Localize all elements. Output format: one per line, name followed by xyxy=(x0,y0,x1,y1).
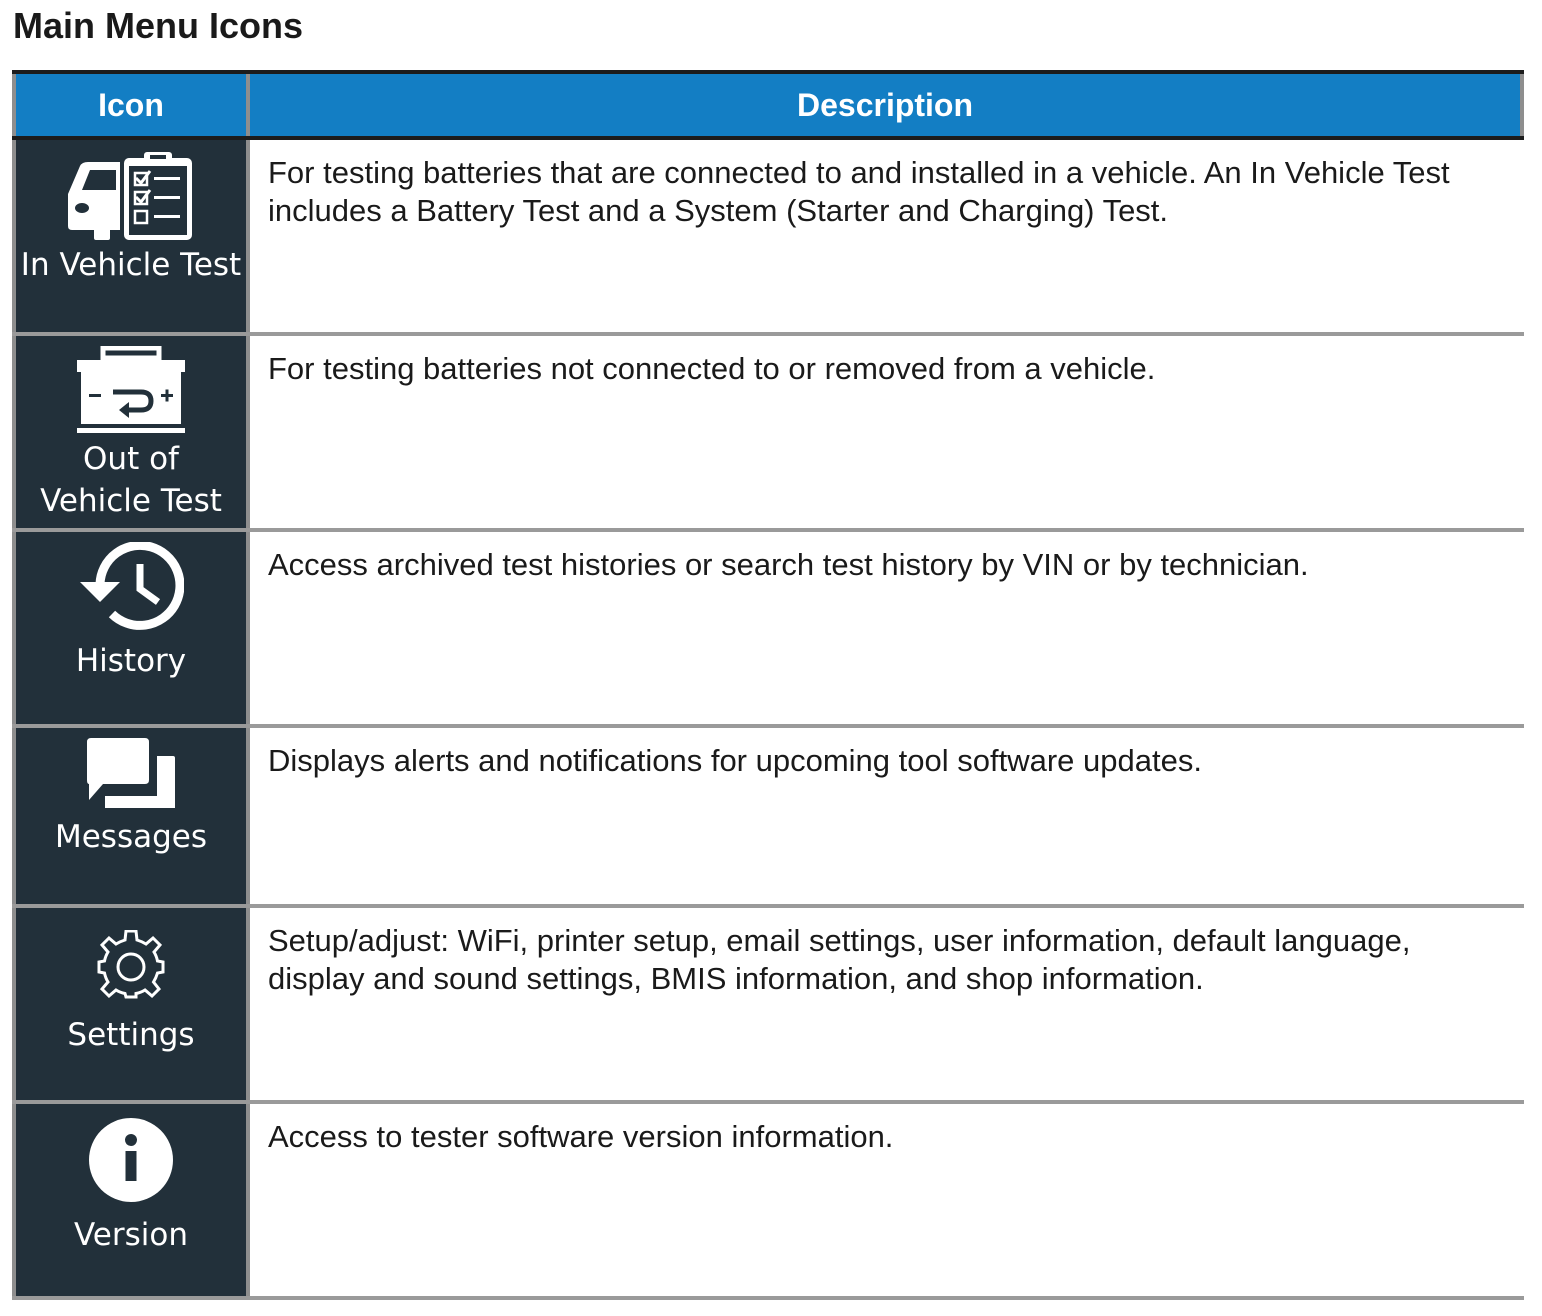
description-cell xyxy=(250,532,1524,724)
battery-icon xyxy=(73,346,189,436)
table-row xyxy=(12,1104,1524,1300)
icon-label: Messages xyxy=(54,819,208,855)
table-row xyxy=(12,532,1524,728)
icon-label: History xyxy=(75,643,187,679)
table-row xyxy=(12,728,1524,908)
icon-cell xyxy=(12,728,250,904)
header-description-column: Description xyxy=(250,74,1524,136)
icon-label: Version xyxy=(74,1217,188,1253)
header-icon-column: Icon xyxy=(12,74,250,136)
description-cell xyxy=(250,1104,1524,1296)
icon-label: Settings xyxy=(67,1017,195,1053)
page-title: Main Menu Icons xyxy=(13,5,304,46)
description-cell xyxy=(250,336,1524,528)
description-cell xyxy=(250,728,1524,904)
description-cell xyxy=(250,140,1524,332)
info-icon xyxy=(87,1116,175,1204)
in-vehicle-test-icon xyxy=(66,150,196,242)
icon-cell xyxy=(12,908,250,1100)
icon-cell xyxy=(12,1104,250,1296)
icon-cell xyxy=(12,140,250,332)
description-text: Access archived test histories or search test history by VIN or by technician. xyxy=(268,547,1309,582)
main-menu-icons-table xyxy=(12,70,1524,1300)
description-text: Access to tester software version information. xyxy=(268,1119,894,1154)
table-row xyxy=(12,140,1524,336)
icon-cell xyxy=(12,532,250,724)
description-text: Setup/adjust: WiFi, printer setup, email settings, user information, default language, display and sound settings, BMIS information, and shop information. xyxy=(268,923,1411,996)
description-text: For testing batteries that are connected to and installed in a vehicle. An In Vehicle Test includes a Battery Test and a System (Starter and Charging) Test. xyxy=(268,155,1450,228)
history-icon xyxy=(78,542,184,632)
description-text: For testing batteries not connected to or removed from a vehicle. xyxy=(268,351,1156,386)
description-cell xyxy=(250,908,1524,1100)
table-row xyxy=(12,908,1524,1104)
table-row xyxy=(12,336,1524,532)
icon-label: In Vehicle Test xyxy=(20,247,242,283)
table-header-row xyxy=(12,74,1524,140)
icon-cell xyxy=(12,336,250,528)
icon-label: Out of Vehicle Test xyxy=(40,441,222,519)
description-text: Displays alerts and notifications for upcoming tool software updates. xyxy=(268,743,1202,778)
gear-icon xyxy=(96,930,166,1000)
messages-icon xyxy=(85,738,177,812)
